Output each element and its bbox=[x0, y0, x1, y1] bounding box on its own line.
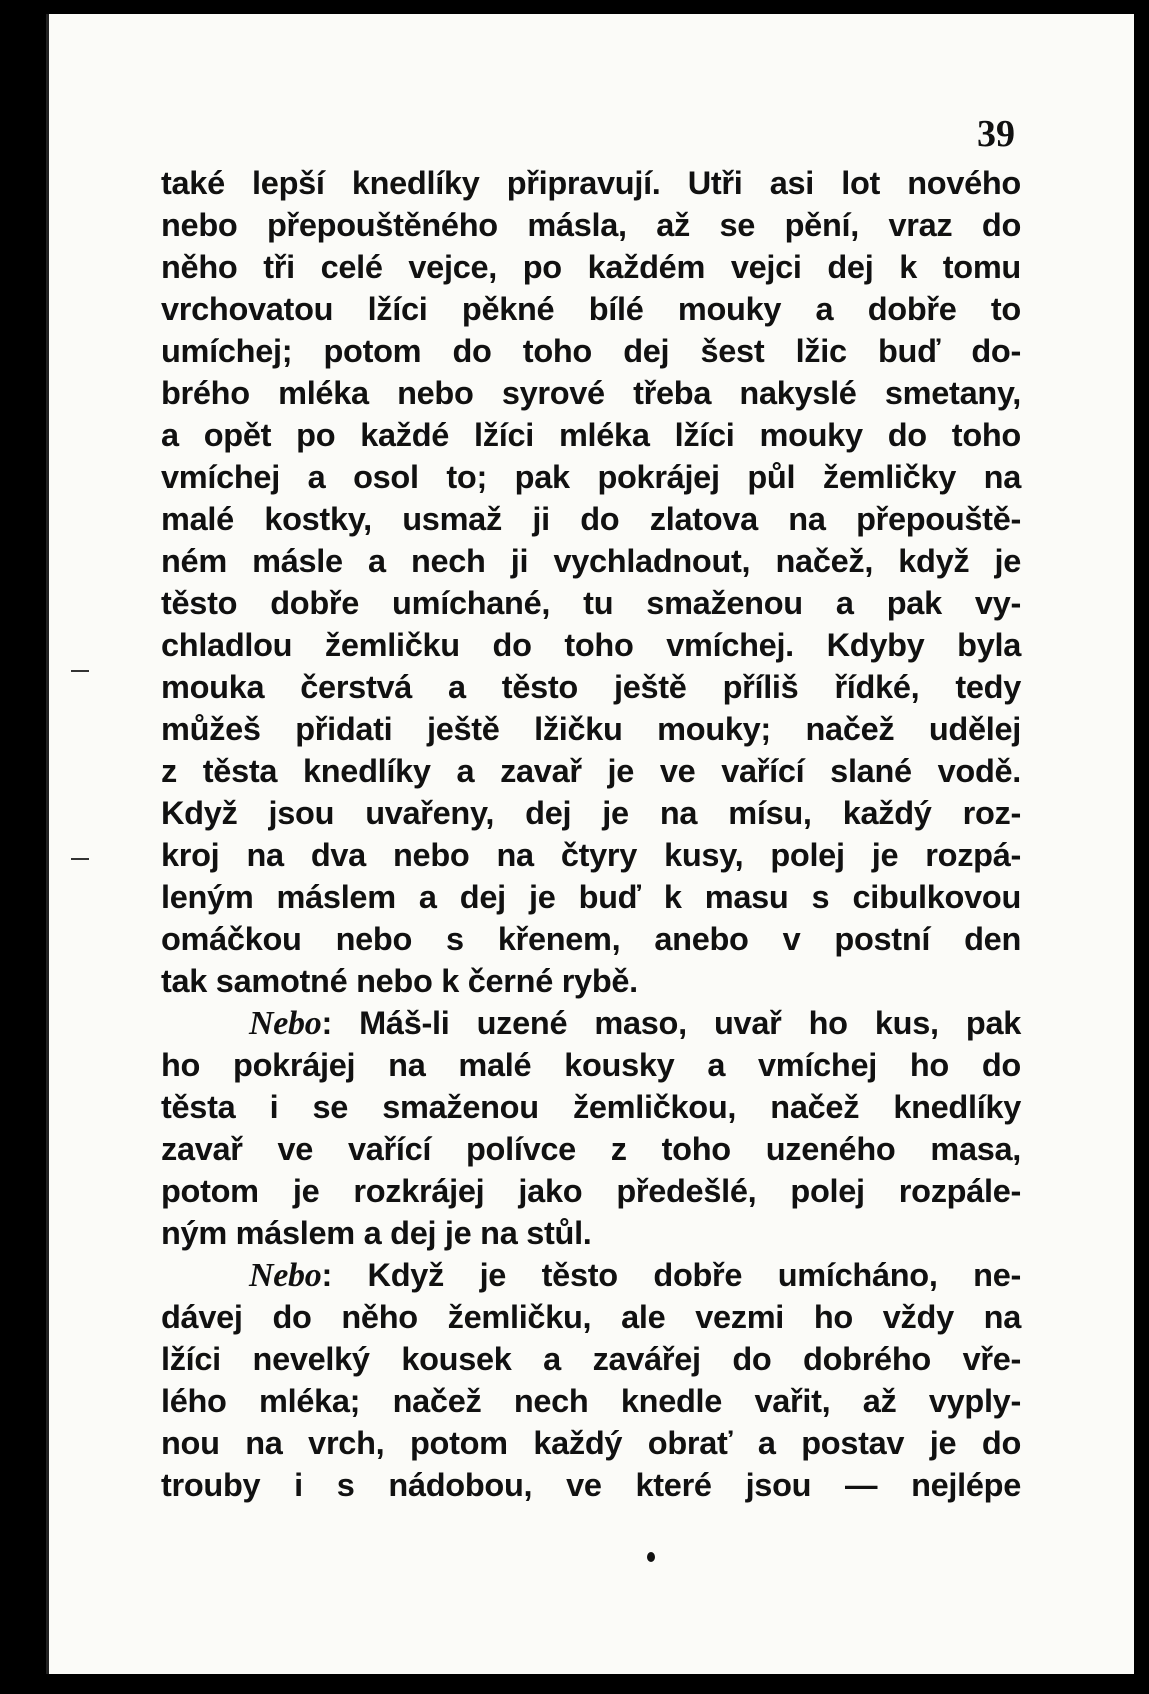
text-line: Když jsou uvařeny, dej je na mísu, každý roz- bbox=[161, 795, 1021, 831]
text-line: tak samotné nebo k černé rybě. bbox=[161, 963, 638, 999]
text-line: těsto dobře umíchané, tu smaženou a pak vy- bbox=[161, 585, 1021, 621]
paragraph-first-text: : Když je těsto dobře umícháno, ne- bbox=[321, 1257, 1021, 1293]
text-line: nebo přepouštěného másla, až se pění, vraz do bbox=[161, 207, 1021, 243]
text-line: chladlou žemličku do toho vmíchej. Kdyby byla bbox=[161, 627, 1021, 663]
paragraph-first-text: : Máš-li uzené maso, uvař ho kus, pak bbox=[321, 1005, 1021, 1041]
text-line: těsta i se smaženou žemličkou, načež knedlíky bbox=[161, 1089, 1021, 1125]
text-line: vrchovatou lžíci pěkné bílé mouky a dobře to bbox=[161, 291, 1021, 327]
text-line: můžeš přidati ještě lžičku mouky; načež udělej bbox=[161, 711, 1021, 747]
text-line: leným máslem a dej je buď k masu s cibulkovou bbox=[161, 879, 1021, 915]
page-number: 39 bbox=[977, 113, 1015, 155]
text-line: kroj na dva nebo na čtyry kusy, polej je rozpá- bbox=[161, 837, 1021, 873]
text-line: něho tři celé vejce, po každém vejci dej k tomu bbox=[161, 249, 1021, 285]
text-line: trouby i s nádobou, ve které jsou — nejlépe bbox=[161, 1467, 1021, 1503]
margin-mark bbox=[71, 858, 89, 860]
text-line: omáčkou nebo s křenem, anebo v postní den bbox=[161, 921, 1021, 957]
paragraph-first-line bbox=[161, 1254, 1021, 1296]
book-page bbox=[46, 14, 1134, 1674]
text-line: z těsta knedlíky a zavař je ve vařící slané vodě. bbox=[161, 753, 1021, 789]
body-text bbox=[161, 162, 1021, 1506]
text-line: potom je rozkrájej jako předešlé, polej rozpále- bbox=[161, 1173, 1021, 1209]
text-line: také lepší knedlíky připravují. Utři asi lot nového bbox=[161, 165, 1021, 201]
text-line: umíchej; potom do toho dej šest lžic buď do- bbox=[161, 333, 1021, 369]
text-line: ho pokrájej na malé kousky a vmíchej ho do bbox=[161, 1047, 1021, 1083]
text-line: ným máslem a dej je na stůl. bbox=[161, 1215, 592, 1251]
paragraph-lead: Nebo bbox=[249, 1005, 322, 1042]
text-line: dávej do něho žemličku, ale vezmi ho vždy na bbox=[161, 1299, 1021, 1335]
text-line: lžíci nevelký kousek a zavářej do dobrého vře- bbox=[161, 1341, 1021, 1377]
text-line: brého mléka nebo syrové třeba nakyslé smetany, bbox=[161, 375, 1021, 411]
text-line: nou na vrch, potom každý obrať a postav je do bbox=[161, 1425, 1021, 1461]
paragraph-lead: Nebo bbox=[249, 1257, 322, 1294]
paragraph-first-line bbox=[161, 1002, 1021, 1044]
text-line: a opět po každé lžíci mléka lžíci mouky do toho bbox=[161, 417, 1021, 453]
text-line: vmíchej a osol to; pak pokrájej půl žemličky na bbox=[161, 459, 1021, 495]
text-line: lého mléka; načež nech knedle vařit, až vyply- bbox=[161, 1383, 1021, 1419]
margin-mark bbox=[71, 670, 89, 672]
text-line: ném másle a nech ji vychladnout, načež, když je bbox=[161, 543, 1021, 579]
text-line: malé kostky, usmaž ji do zlatova na přepouště- bbox=[161, 501, 1021, 537]
text-line: mouka čerstvá a těsto ještě příliš řídké, tedy bbox=[161, 669, 1021, 705]
text-line: zavař ve vařící polívce z toho uzeného masa, bbox=[161, 1131, 1021, 1167]
speck-mark bbox=[647, 1552, 655, 1562]
